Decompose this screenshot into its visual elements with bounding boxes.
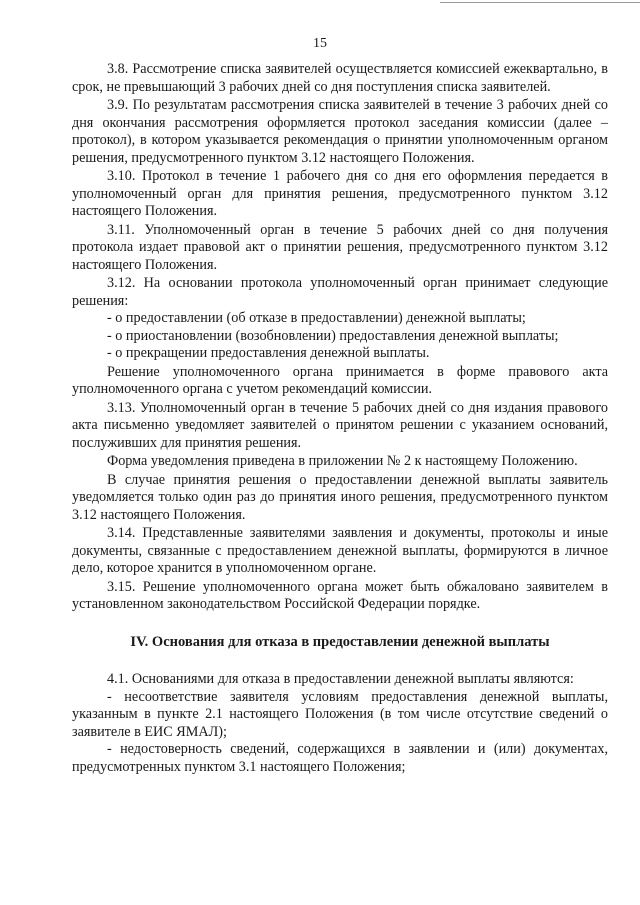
paragraph-3-10: 3.10. Протокол в течение 1 рабочего дня со дня его оформления передается в уполномоченный орган для принятия решения, предусмотренного пунктом 3.12 настоящего Положения.: [72, 168, 608, 219]
paragraph-3-14: 3.14. Представленные заявителями заявления и документы, протоколы и иные документы, связанные с предоставлением денежной выплаты, формируются в личное дело, которое хранится в уполномоченном органе.: [72, 525, 608, 576]
list-item-refusal-noncompliance: - несоответствие заявителя условиям предоставления денежной выплаты, указанным в пункте 2.1 настоящего Положения (в том числе отсутствие сведений о заявителе в ЕИС ЯМАЛ);: [72, 688, 608, 740]
paragraph-3-13: 3.13. Уполномоченный орган в течение 5 рабочих дней со дня издания правового акта письменно уведомляет заявителей о принятом решении с указанием оснований, послуживших для принятия решения.: [72, 399, 608, 451]
page-number: 15: [313, 36, 327, 51]
top-edge-rule: [440, 2, 640, 3]
list-item-decision-grant: - о предоставлении (об отказе в предоставлении) денежной выплаты;: [107, 310, 526, 326]
paragraph-4-1: 4.1. Основаниями для отказа в предоставлении денежной выплаты являются:: [107, 671, 574, 687]
paragraph-3-15: 3.15. Решение уполномоченного органа может быть обжаловано заявителем в установленном законодательством Российской Федерации порядке.: [72, 578, 608, 612]
list-item-decision-suspend: - о приостановлении (возобновлении) предоставления денежной выплаты;: [107, 327, 559, 344]
list-item-refusal-false-info: - недостоверность сведений, содержащихся в заявлении и (или) документах, предусмотренных пунктом 3.1 настоящего Положения;: [72, 741, 608, 775]
paragraph-notification-form: Форма уведомления приведена в приложении № 2 к настоящему Положению.: [107, 453, 578, 469]
paragraph-3-8: 3.8. Рассмотрение списка заявителей осуществляется комиссией ежеквартально, в срок, не превышающий 3 рабочих дней со дня поступления списка заявителей.: [72, 61, 608, 95]
paragraph-3-9: 3.9. По результатам рассмотрения списка заявителей в течение 3 рабочих дней со дня окончания рассмотрения оформляется протокол заседания комиссии (далее – протокол), в котором указывается рекомендация о принятии уполномоченным органом решения, предусмотренного пунктом 3.12 настоящего Положения.: [72, 97, 608, 166]
paragraph-decision-form: Решение уполномоченного органа принимается в форме правового акта уполномоченного органа с учетом рекомендаций комиссии.: [72, 363, 608, 397]
paragraph-3-12: 3.12. На основании протокола уполномоченный орган принимает следующие решения:: [72, 275, 608, 309]
section-heading-4: IV. Основания для отказа в предоставлении денежной выплаты: [130, 633, 550, 650]
paragraph-3-11: 3.11. Уполномоченный орган в течение 5 рабочих дней со дня получения протокола издает правовой акт о принятии решения, предусмотренного пунктом 3.12 настоящего Положения.: [72, 221, 608, 273]
list-item-decision-terminate: - о прекращении предоставления денежной выплаты.: [107, 345, 430, 361]
paragraph-single-notification: В случае принятия решения о предоставлении денежной выплаты заявитель уведомляется только один раз до принятия иного решения, предусмотренного пунктом 3.12 настоящего Положения.: [72, 471, 608, 523]
document-body: [72, 60, 608, 776]
